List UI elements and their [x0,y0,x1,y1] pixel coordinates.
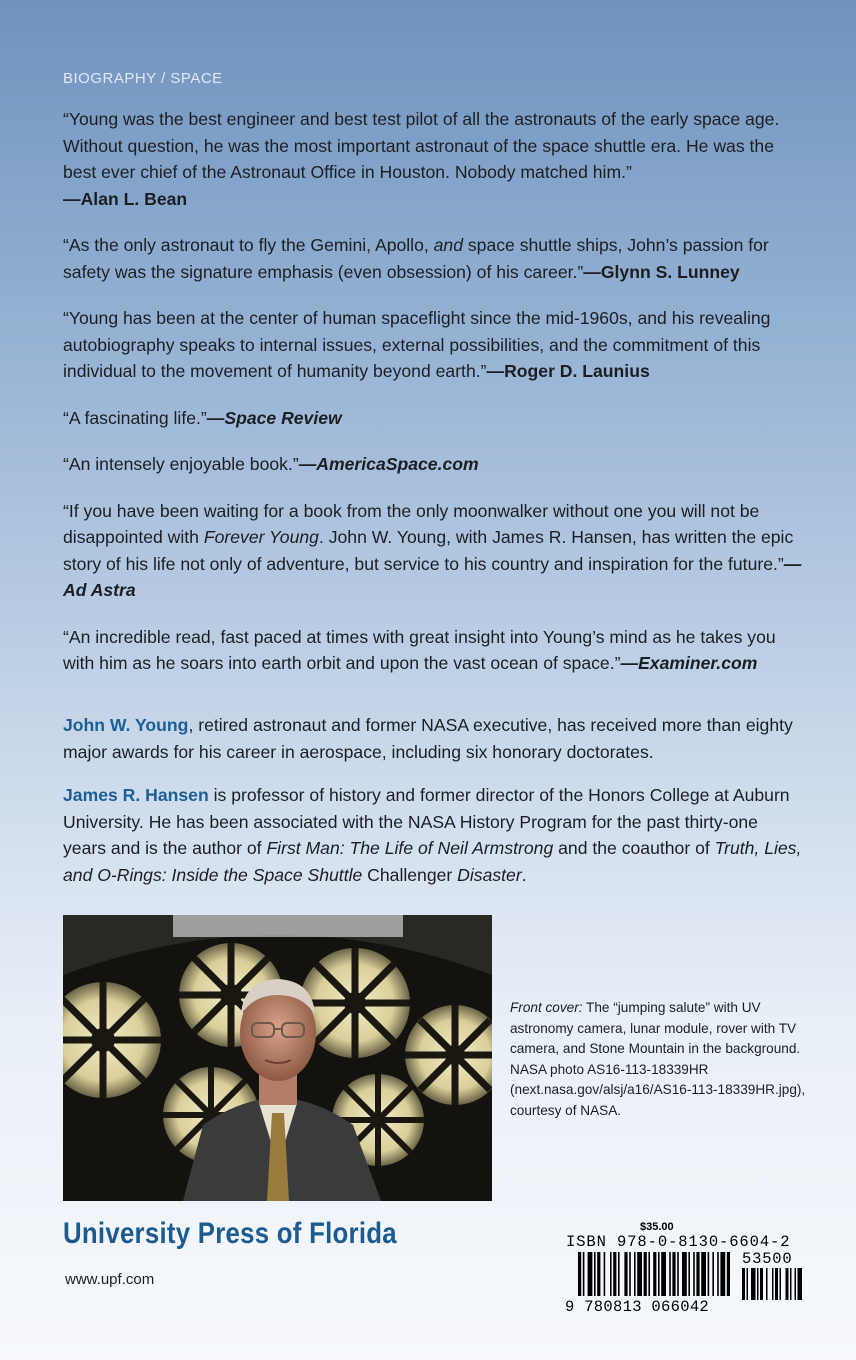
quote-source: —Space Review [206,407,342,428]
addon-bar [742,1268,745,1300]
addon-bar [786,1268,789,1300]
barcode-bar [597,1252,600,1296]
barcode-bar [688,1252,690,1296]
barcode-bars [578,1252,802,1300]
barcode-bar [578,1252,581,1296]
barcode-bar [588,1252,593,1296]
addon-bar [760,1268,763,1300]
author-photo [63,915,492,1201]
barcode-bar [644,1252,647,1296]
isbn-text: ISBN 978-0-8130-6604-2 [566,1233,791,1251]
addon-bar [780,1268,782,1300]
quote-source: —Alan L. Bean [63,188,188,209]
barcode-bar [653,1252,656,1296]
barcode-bar [661,1252,666,1296]
barcode-bar [717,1252,719,1296]
barcode-bar [720,1252,725,1296]
barcode-bar [727,1252,730,1296]
addon-bar [751,1268,756,1300]
quote-bean: “Young was the best engineer and best test pilot of all the astronauts of the early space age. Without question, he was the most important astronaut of the space shuttle era. He was the best ever chief of the Astronaut Office in Houston. Nobody matched him.” —Alan L. Bean [63,109,780,209]
barcode-bar [624,1252,627,1296]
cover-caption: Front cover: The “jumping salute” with UV astronomy camera, lunar module, rover with TV camera, and Stone Mountain in the background. NASA photo AS16-113-18339HR (next.nasa.gov/alsj/a16/AS16-113-18339HR.jpg), courtesy of NASA. [510,1000,806,1118]
barcode-bar [712,1252,714,1296]
price-label: $35.00 [640,1221,674,1233]
quote-examiner: “An incredible read, fast paced at times with great insight into Young’s mind as he takes you with him as he soars into earth orbit and upon the vast ocean of space.”—Examiner.com [63,626,776,673]
quote-space-review: “A fascinating life.”—Space Review [63,407,342,428]
barcode-bar [677,1252,679,1296]
barcode-bar [693,1252,695,1296]
quote-source: —Roger D. Launius [486,361,650,381]
barcode-bar [634,1252,636,1296]
addon-bar [757,1268,759,1300]
review-quotes [63,106,803,697]
quote-source: —AmericaSpace.com [298,454,479,474]
category-label: BIOGRAPHY / SPACE [63,70,223,87]
barcode-bar [604,1252,606,1296]
barcode-bar [610,1252,612,1296]
publisher-logo: University Press of Florida [63,1217,397,1250]
isbn-barcode [578,1252,810,1300]
quote-source: —Ad Astra [63,553,802,600]
author-name: John W. Young [63,715,189,735]
addon-bar [747,1268,749,1300]
addon-bar [775,1268,778,1300]
quote-source: —Examiner.com [620,653,758,673]
addon-bar [795,1268,797,1300]
barcode-bar [708,1252,710,1296]
quote-source: —Glynn S. Lunney [583,261,740,282]
author-photo-illustration [63,915,492,1201]
barcode-bar [672,1252,675,1296]
quote-lunney: “As the only astronaut to fly the Gemini, Apollo, and space shuttle ships, John’s passion for safety was the signature emphasis (even obsession) of his career.”—Glynn S. Lunney [63,235,769,282]
barcode-bar [613,1252,616,1296]
publisher-url: www.upf.com [65,1271,155,1288]
addon-number: 53500 [742,1250,793,1268]
barcode-bar [618,1252,620,1296]
barcode-bar [658,1252,660,1296]
addon-bar [798,1268,803,1300]
addon-bar [766,1268,768,1300]
barcode-bar [701,1252,706,1296]
bio-young: John W. Young, retired astronaut and former NASA executive, has received more than eighty major awards for his career in aerospace, including six honorary doctorates. [63,715,793,762]
barcode-digits: 9 780813 066042 [565,1298,710,1316]
barcode-bar [637,1252,642,1296]
barcode-bar [669,1252,671,1296]
barcode-bar [696,1252,699,1296]
quote-ad-astra: “If you have been waiting for a book from the only moonwalker without one you will not be disappointed with Forever Young. John W. Young, with James R. Hansen, has written the epic story of his life not only of adventure, but service to his country and inspiration for the future.”—Ad Astra [63,500,802,600]
quote-americaspace: “An intensely enjoyable book.”—AmericaSpace.com [63,454,479,474]
author-bios [63,712,803,905]
addon-bar [790,1268,792,1300]
author-name: James R. Hansen [63,785,209,805]
barcode-bar [594,1252,596,1296]
barcode-bar [629,1252,631,1296]
quote-launius: “Young has been at the center of human spaceflight since the mid-1960s, and his revealing autobiography speaks to internal issues, external possibilities, and the commitment of this individual to the movement of humanity beyond earth.”—Roger D. Launius [63,308,771,381]
addon-bar [772,1268,774,1300]
barcode-bar [648,1252,650,1296]
bio-hansen: James R. Hansen is professor of history and former director of the Honors College at Auburn University. He has been associated with the NASA History Program for the past thirty-one years and is the author of First Man: The Life of Neil Armstrong and the coauthor of Truth, Lies, and O-Rings: Inside the Space Shuttle Challenger Disaster. [63,785,802,885]
barcode-bar [583,1252,585,1296]
barcode-bar [682,1252,687,1296]
